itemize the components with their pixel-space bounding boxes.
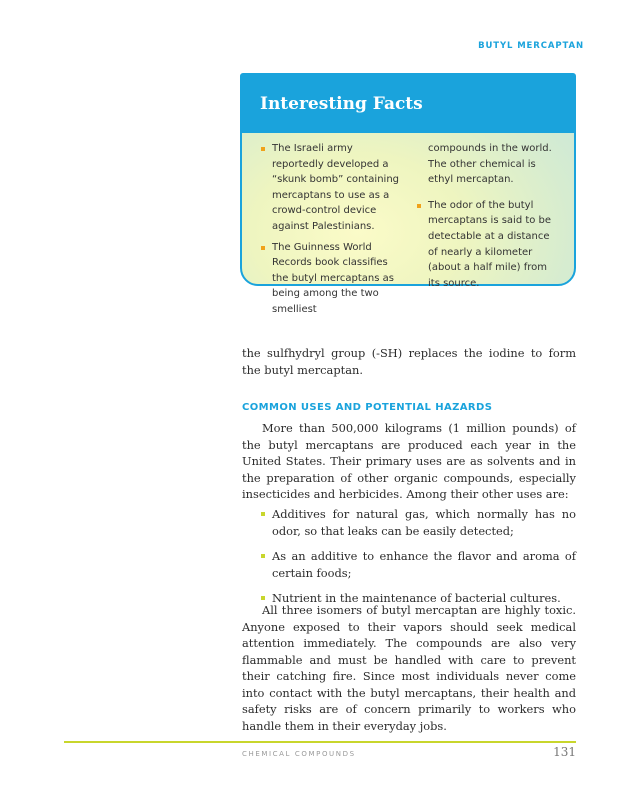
facts-box-title: Interesting Facts xyxy=(260,94,423,114)
fact-item xyxy=(260,240,402,318)
fact-text: The Guinness World Records book classifies the butyl mercaptans as being among the two smelliest xyxy=(272,241,394,315)
fact-item xyxy=(260,141,402,235)
paragraph-uses: More than 500,000 kilograms (1 million pounds) of the butyl mercaptans are produced each year in the United States. Their primary uses are as solvents and in the preparation of other organic compounds, especially insecticides and herbicides. Among their other uses are: xyxy=(242,421,576,501)
footer-book-title: CHEMICAL COMPOUNDS xyxy=(242,750,356,758)
list-item xyxy=(260,506,576,539)
bullet-icon xyxy=(261,512,265,516)
facts-box-body xyxy=(242,133,574,315)
intro-paragraph: the sulfhydryl group (-SH) replaces the iodine to form the butyl mercaptan. xyxy=(242,346,576,377)
fact-item xyxy=(416,198,558,292)
paragraph-hazards: All three isomers of butyl mercaptan are highly toxic. Anyone exposed to their vapors should seek medical attention immediately. The compounds are also very flammable and must be handled with care to prevent their catching fire. Since most individuals never come into contact with the butyl mercaptans, their health and safety risks are of concern primarily to workers who handle them in their everyday jobs. xyxy=(242,603,576,733)
facts-box-header xyxy=(242,75,574,133)
page-number: 131 xyxy=(553,745,576,759)
facts-column-right xyxy=(416,141,558,296)
bullet-icon xyxy=(261,246,265,250)
bullet-icon xyxy=(261,147,265,151)
fact-text: compounds in the world. The other chemical is ethyl mercaptan. xyxy=(428,143,552,186)
section-heading: COMMON USES AND POTENTIAL HAZARDS xyxy=(242,402,493,413)
fact-item-continuation xyxy=(416,141,558,188)
footer-divider xyxy=(64,741,576,743)
fact-text: The odor of the butyl mercaptans is said to be detectable at a distance of nearly a kilometer (about a half mile) from its source. xyxy=(428,199,552,289)
fact-text: The Israeli army reportedly developed a “skunk bomb” containing mercaptans to use as a crowd-control device against Palestinians. xyxy=(272,143,400,232)
uses-list xyxy=(260,506,576,616)
list-item-text: Nutrient in the maintenance of bacterial cultures. xyxy=(272,591,561,605)
list-item xyxy=(260,548,576,581)
bullet-icon xyxy=(417,204,421,208)
facts-column-left xyxy=(260,141,402,323)
list-item-text: Additives for natural gas, which normally has no odor, so that leaks can be easily detected; xyxy=(272,507,576,538)
running-head: BUTYL MERCAPTAN xyxy=(478,41,584,51)
list-item-text: As an additive to enhance the flavor and aroma of certain foods; xyxy=(272,549,576,580)
bullet-icon xyxy=(261,596,265,600)
interesting-facts-box xyxy=(240,73,576,315)
bullet-icon xyxy=(261,554,265,558)
